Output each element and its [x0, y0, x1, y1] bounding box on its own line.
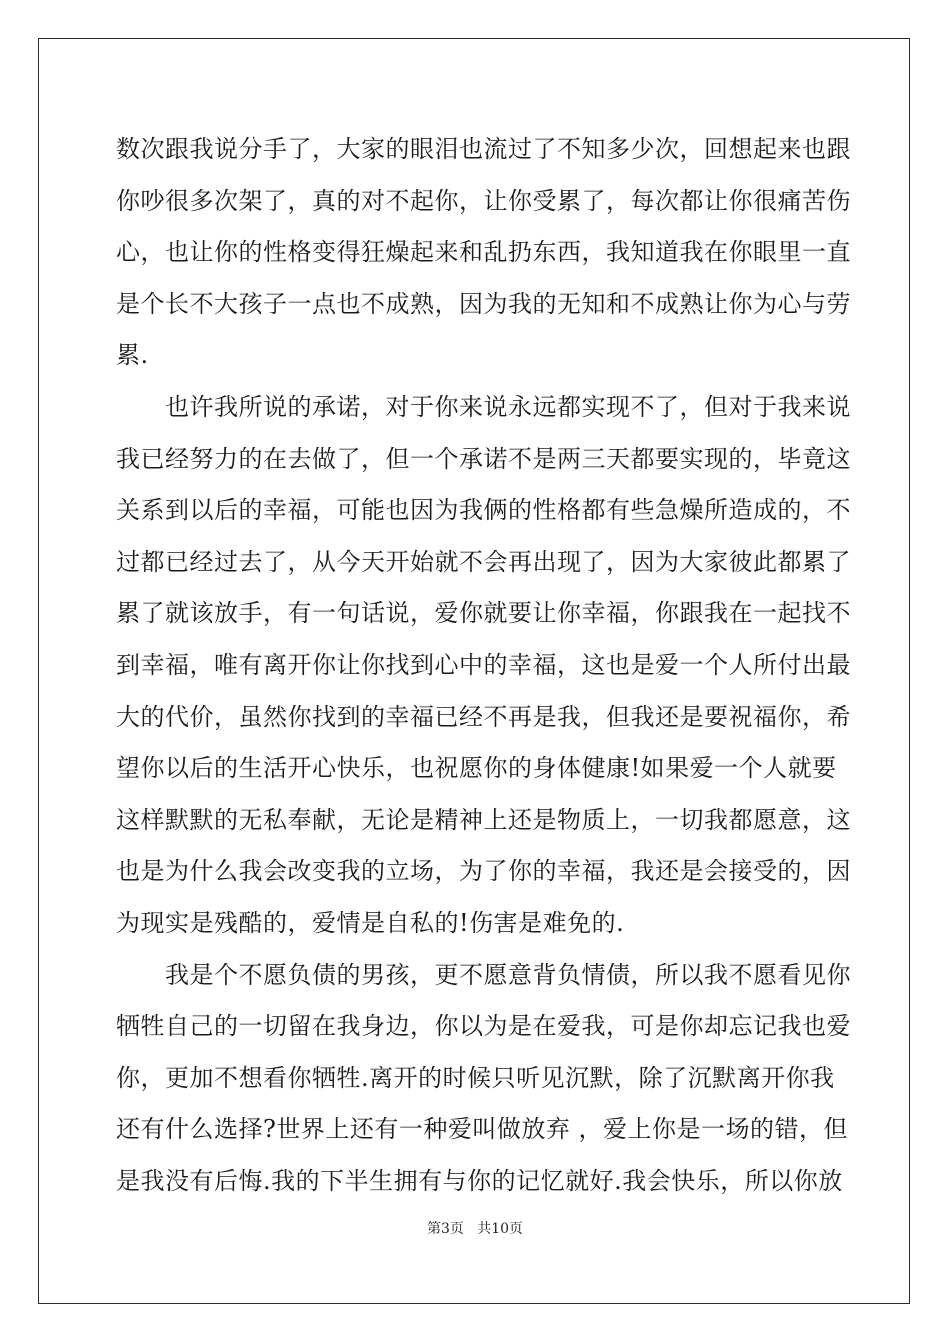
text-line: 还有什么选择?世界上还有一种爱叫做放弃 ，爱上你是一场的错，但 [116, 1115, 848, 1144]
text-line: 我已经努力的在去做了，但一个承诺不是两三天都要实现的，毕竟这 [116, 444, 851, 473]
text-line: 为现实是残酷的，爱情是自私的!伤害是难免的. [116, 908, 625, 937]
text-line: 数次跟我说分手了，大家的眼泪也流过了不知多少次，回想起来也跟 [116, 135, 851, 163]
text-line: 关系到以后的幸福，可能也因为我俩的性格都有些急燥所造成的，不 [116, 496, 851, 525]
text-line: 累了就该放手，有一句话说，爱你就要让你幸福，你跟我在一起找不 [116, 599, 851, 628]
text-line: 牺牲自己的一切留在我身边，你以为是在爱我，可是你却忘记我也爱 [116, 1012, 851, 1041]
text-line: 是我没有后悔.我的下半生拥有与你的记忆就好.我会快乐，所以你放 [116, 1166, 843, 1195]
text-line: 大的代价，虽然你找到的幸福已经不再是我，但我还是要祝福你，希 [116, 702, 851, 731]
text-line: 累. [116, 341, 149, 370]
text-line: 我是个不愿负债的男孩，更不愿意背负情债，所以我不愿看见你 [116, 960, 851, 989]
text-line: 你吵很多次架了，真的对不起你，让你受累了，每次都让你很痛苦伤 [116, 186, 851, 215]
page-number-footer: 第3页 共10页 [426, 1221, 524, 1237]
text-line: 也许我所说的承诺，对于你来说永远都实现不了，但对于我来说 [116, 392, 851, 421]
text-line: 望你以后的生活开心快乐，也祝愿你的身体健康!如果爱一个人就要 [116, 754, 837, 783]
document-body [116, 124, 851, 1207]
text-line: 你，更加不想看你牺牲.离开的时候只听见沉默，除了沉默离开你我 [116, 1063, 835, 1092]
text-line: 心，也让你的性格变得狂燥起来和乱扔东西，我知道我在你眼里一直 [116, 238, 851, 267]
text-line: 过都已经过去了，从今天开始就不会再出现了，因为大家彼此都累了 [116, 547, 851, 576]
text-line: 是个长不大孩子一点也不成熟，因为我的无知和不成熟让你为心与劳 [116, 289, 851, 318]
text-line: 到幸福，唯有离开你让你找到心中的幸福，这也是爱一个人所付出最 [116, 650, 851, 679]
text-line: 也是为什么我会改变我的立场，为了你的幸福，我还是会接受的，因 [116, 857, 851, 886]
text-line: 这样默默的无私奉献，无论是精神上还是物质上，一切我都愿意，这 [116, 805, 851, 834]
